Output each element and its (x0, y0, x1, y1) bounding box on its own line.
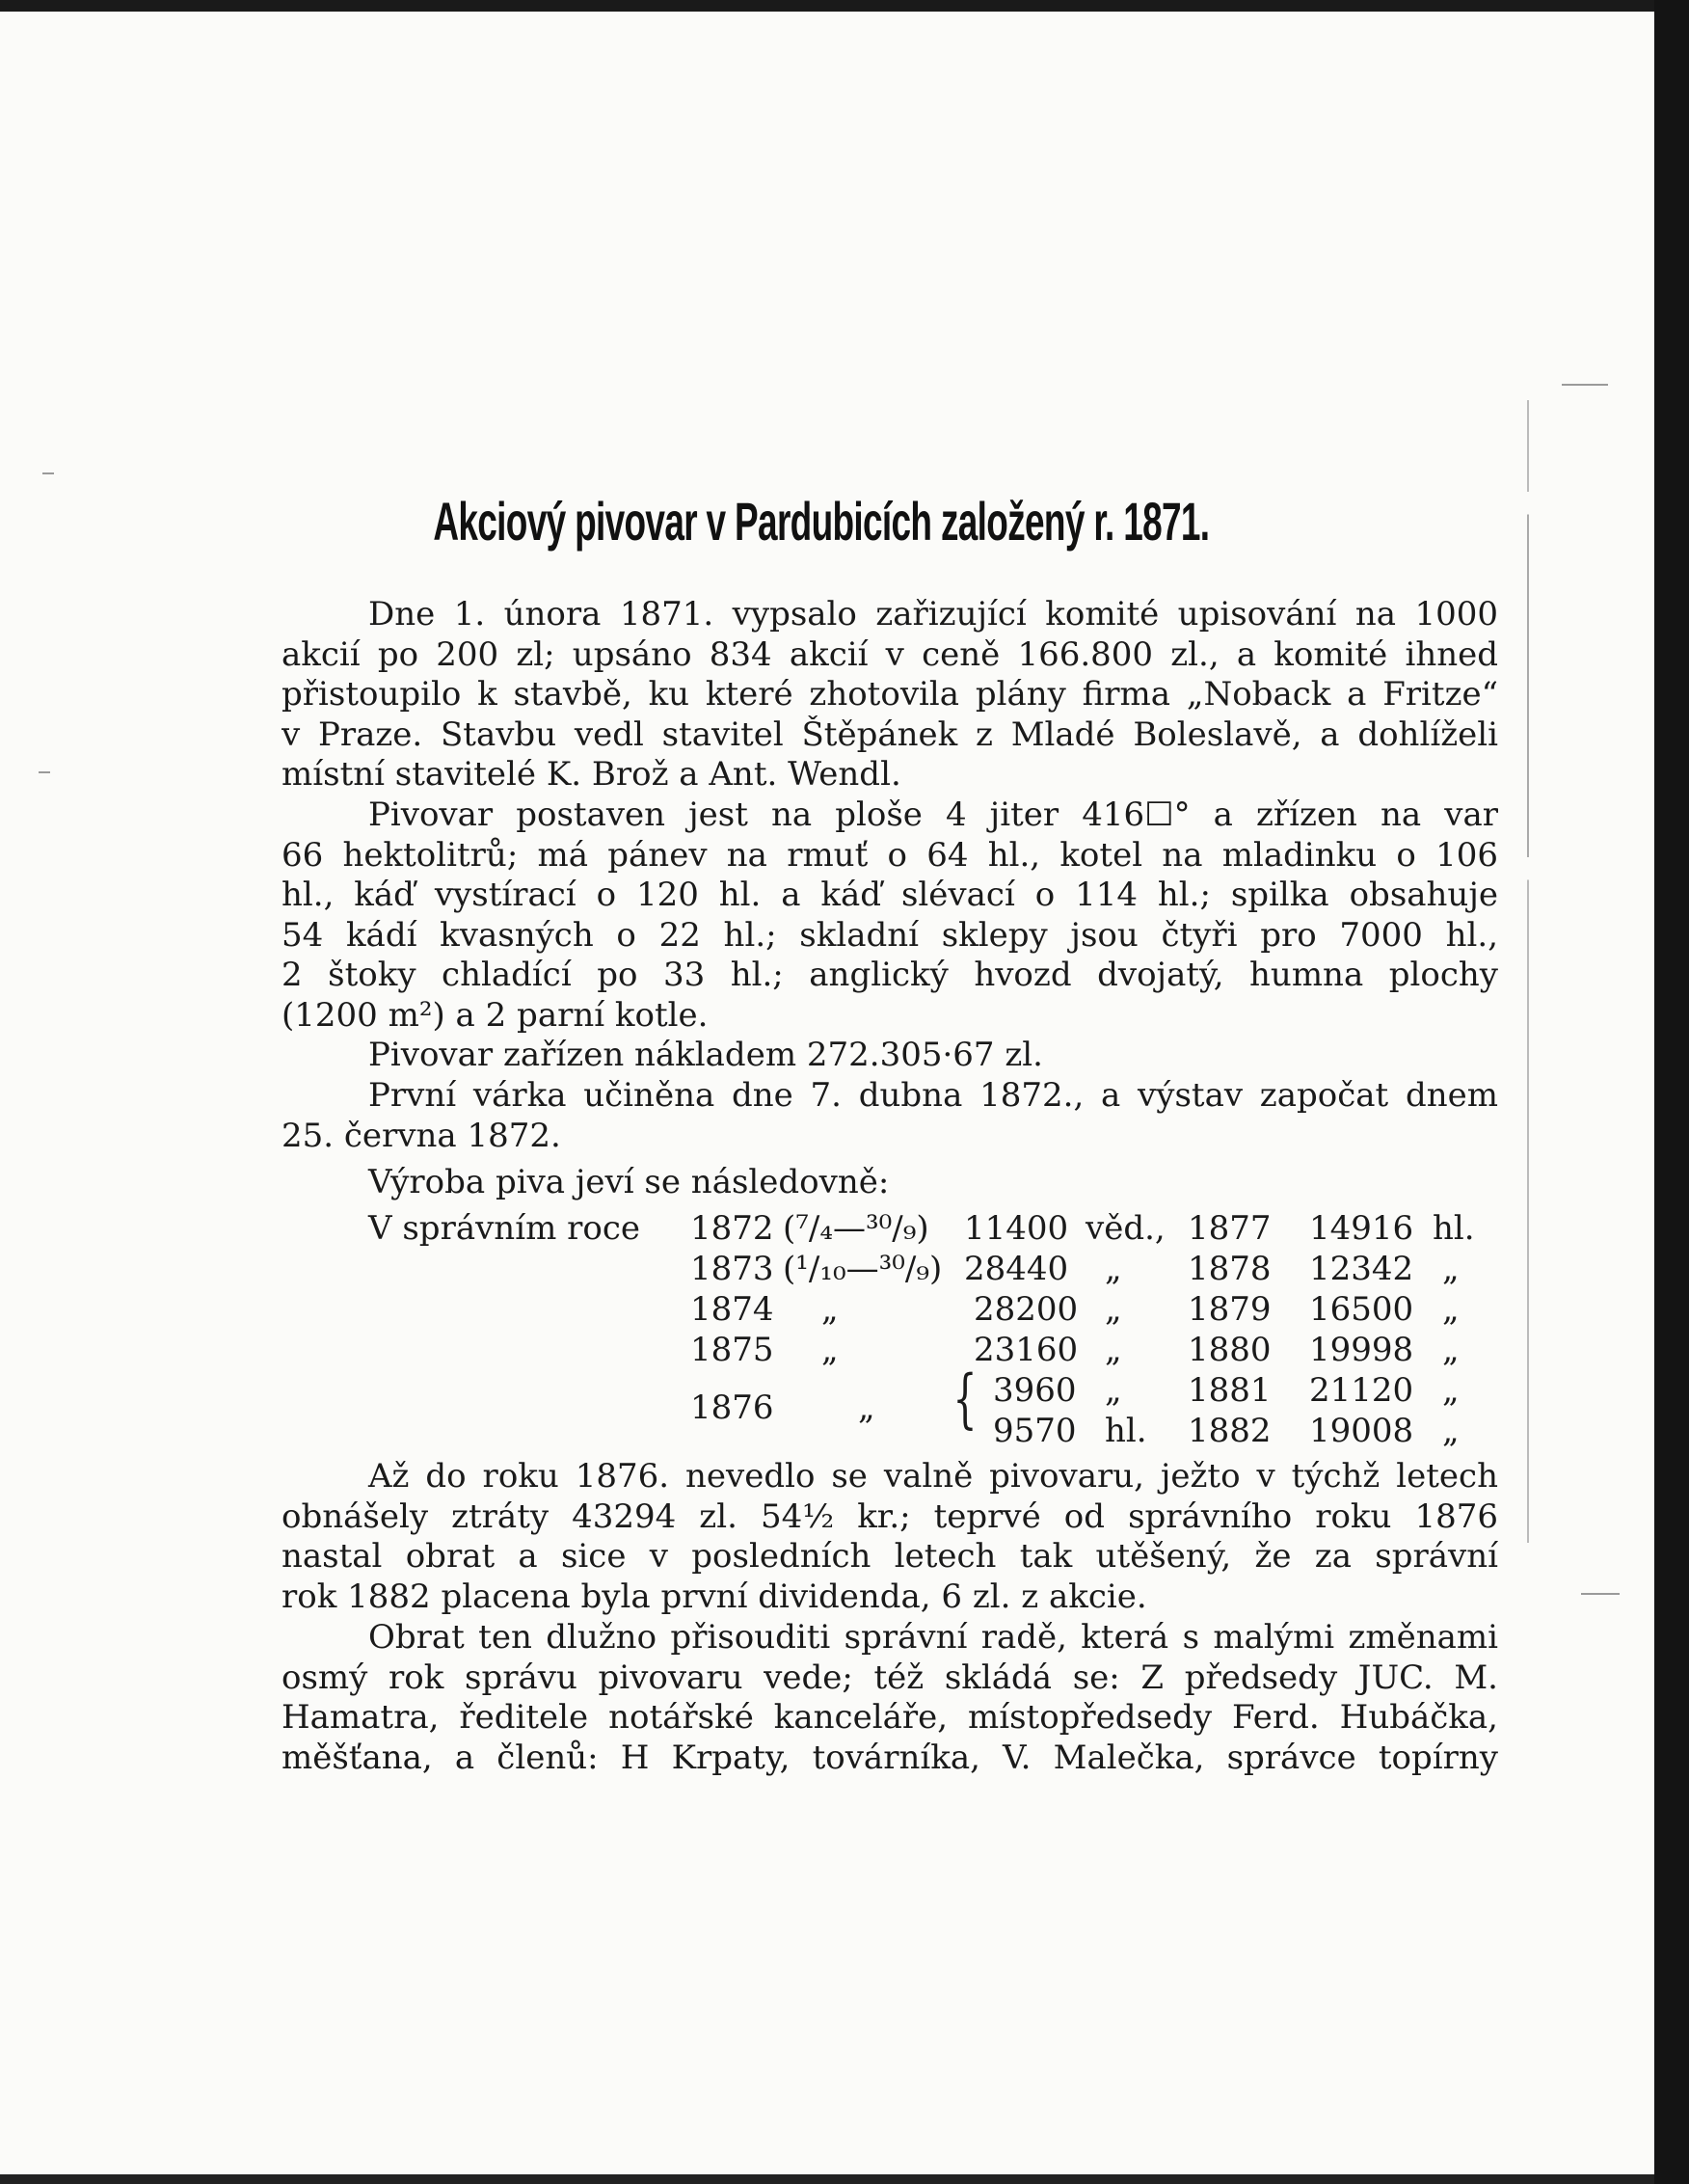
amount2-cell: 19008 (1309, 1412, 1414, 1450)
scan-edge (1654, 0, 1689, 2184)
scan-bottom-edge (0, 2174, 1654, 2184)
period-cell: (⁷/₄—³⁰/₉) (783, 1209, 929, 1248)
amount-cell: 28440 (964, 1250, 1069, 1288)
year-cell: 1873 (690, 1250, 774, 1288)
amount2-cell: 16500 (1309, 1290, 1414, 1329)
unit2-cell: „ (1442, 1412, 1460, 1450)
unit2-cell: „ (1442, 1290, 1460, 1329)
paragraph-1 (282, 595, 1498, 795)
unit-cell: hl. (1105, 1412, 1147, 1450)
text-line: Dne 1. února 1871. vypsalo zařizující komité upisování na 1000 (368, 595, 1498, 634)
text-line: akcií po 200 zl; upsáno 834 akcií v ceně 166.800 zl., a komité ihned (282, 634, 1498, 674)
unit-cell: věd., (1086, 1209, 1166, 1248)
unit-cell: „ (1105, 1290, 1122, 1329)
text-line: v Praze. Stavbu vedl stavitel Štěpánek z Mladé Boleslavě, a dohlíželi (282, 715, 1498, 754)
unit-cell: „ (1105, 1250, 1122, 1288)
amount2-cell: 19998 (1309, 1331, 1414, 1369)
text-line: hl., káď vystírací o 120 hl. a káď slévací o 114 hl.; spilka obsahuje (282, 876, 1498, 915)
text-line: První várka učiněna dne 7. dubna 1872., a výstav započat dnem (368, 1076, 1498, 1115)
text-line: 54 kádí kvasných o 22 hl.; skladní sklepy jsou čtyři pro 7000 hl., (282, 915, 1498, 955)
amount2-cell: 21120 (1309, 1371, 1414, 1410)
text-line: nastal obrat a sice v posledních letech tak utěšený, že za správní (282, 1537, 1498, 1577)
text-line: měšťana, a členů: H Krpaty, továrníka, V. Malečka, správce topírny (282, 1738, 1498, 1777)
unit2-cell: hl. (1433, 1209, 1475, 1248)
year2-cell: 1881 (1188, 1371, 1272, 1410)
text-line: Hamatra, ředitele notářské kanceláře, místopředsedy Ferd. Hubáčka, (282, 1698, 1498, 1738)
paragraph-5 (282, 1163, 1498, 1203)
period-cell: „ (821, 1290, 839, 1329)
production-rows (0, 1209, 1654, 1450)
year-cell: 1875 (690, 1331, 774, 1369)
amount-cell: 23160 (974, 1331, 1079, 1369)
year-cell: 1872 (690, 1209, 774, 1248)
text-line: osmý rok správu pivovaru vede; též skládá se: Z předsedy JUC. M. (282, 1658, 1498, 1697)
paragraph-3 (282, 1036, 1498, 1076)
period-cell: „ (858, 1389, 875, 1427)
amount2-cell: 14916 (1309, 1209, 1414, 1248)
brace-glyph: { (952, 1362, 978, 1436)
text-line: přistoupilo k stavbě, ku které zhotovila plány firma „Noback a Fritze“ (282, 675, 1498, 715)
year2-cell: 1879 (1188, 1290, 1272, 1329)
year2-cell: 1880 (1188, 1331, 1272, 1369)
text-line: Pivovar postaven jest na ploše 4 jiter 416☐° a zřízen na var (368, 795, 1498, 834)
unit-cell: „ (1105, 1371, 1122, 1410)
year2-cell: 1878 (1188, 1250, 1272, 1288)
page-title: Akciový pivovar v Pardubicích založený r. 1871. (433, 491, 1210, 552)
unit2-cell: „ (1442, 1250, 1460, 1288)
production-lead: V správním roce (368, 1209, 641, 1248)
paragraph-2 (282, 795, 1498, 1037)
text-line: Výroba piva jeví se následovně: (368, 1163, 890, 1201)
text-line: rok 1882 placena byla první dividenda, 6 zl. z akcie. (282, 1577, 1147, 1616)
unit2-cell: „ (1442, 1331, 1460, 1369)
text-line: Obrat ten dlužno přisouditi správní radě, která s malými změnami (368, 1618, 1498, 1657)
text-line: obnášely ztráty 43294 zl. 54½ kr.; teprvé od správního roku 1876 (282, 1496, 1498, 1536)
paragraph-6 (282, 1457, 1498, 1617)
amount-cell: 11400 (964, 1209, 1069, 1248)
text-line: 2 štoky chladící po 33 hl.; anglický hvozd dvojatý, humna plochy (282, 956, 1498, 995)
paragraph-7 (282, 1618, 1498, 1778)
margin-mark (1581, 1593, 1620, 1595)
amount-cell: 3960 (993, 1371, 1077, 1410)
text-line: Pivovar zařízen nákladem 272.305·67 zl. (368, 1036, 1043, 1074)
period-cell: (¹/₁₀—³⁰/₉) (783, 1250, 943, 1288)
year-cell: 1874 (690, 1290, 774, 1329)
period-cell: „ (821, 1331, 839, 1369)
year2-cell: 1882 (1188, 1412, 1272, 1450)
year2-cell: 1877 (1188, 1209, 1272, 1248)
paragraph-4 (282, 1076, 1498, 1156)
text-line: 66 hektolitrů; má pánev na rmuť o 64 hl., kotel na mladinku o 106 (282, 835, 1498, 875)
margin-mark (39, 771, 50, 773)
text-line: místní stavitelé K. Brož a Ant. Wendl. (282, 755, 901, 795)
amount2-cell: 12342 (1309, 1250, 1414, 1288)
amount-cell: 9570 (993, 1412, 1077, 1450)
unit-cell: „ (1105, 1331, 1122, 1369)
year-cell: 1876 (690, 1389, 774, 1427)
text-line: 25. června 1872. (282, 1116, 561, 1155)
text-line: (1200 m²) a 2 parní kotle. (282, 995, 709, 1035)
amount-cell: 28200 (974, 1290, 1079, 1329)
margin-mark (42, 472, 54, 474)
unit2-cell: „ (1442, 1371, 1460, 1410)
margin-mark (1562, 384, 1608, 386)
text-line: Až do roku 1876. nevedlo se valně pivovaru, ježto v týchž letech (368, 1457, 1498, 1496)
